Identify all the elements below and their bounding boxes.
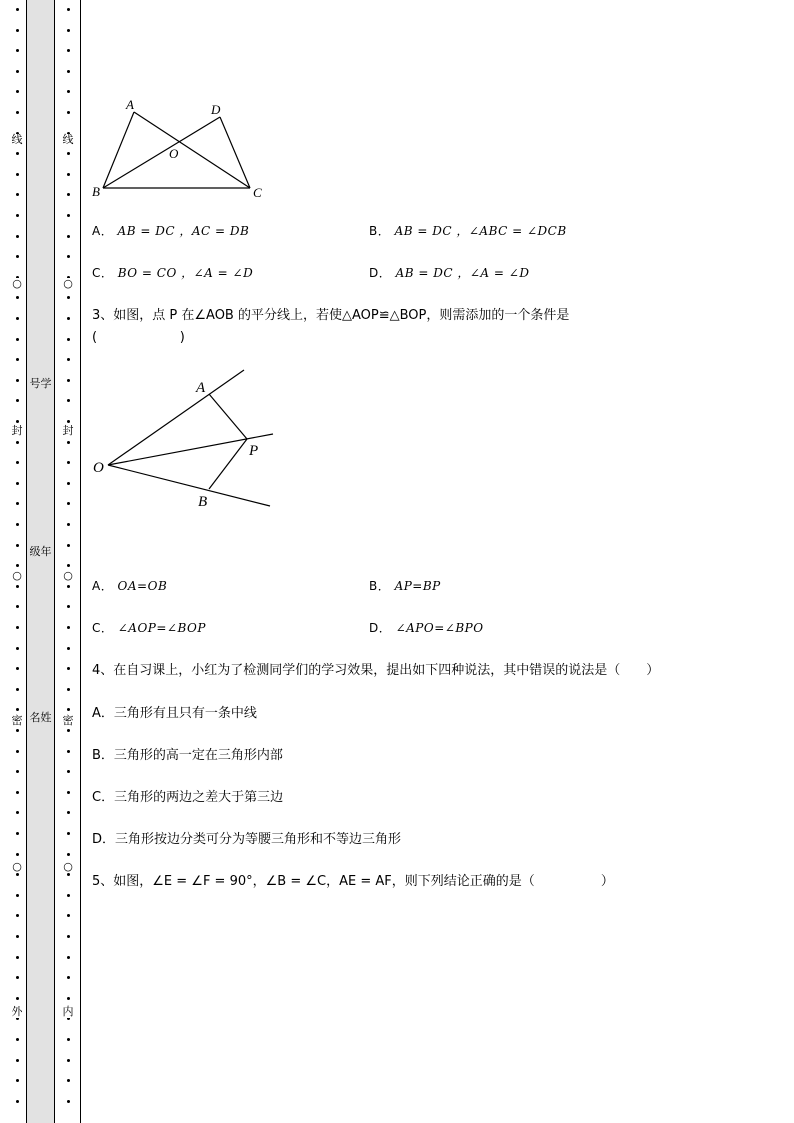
binding-dot — [67, 214, 70, 217]
binding-dot — [16, 255, 19, 258]
binding-dot — [67, 770, 70, 773]
binding-dot — [67, 317, 70, 320]
inner-label-circle-2: ○ — [56, 570, 80, 582]
binding-dot — [67, 605, 70, 608]
q2-option-a: A． AB = DC ，AC = DB — [92, 224, 250, 238]
binding-dot — [67, 626, 70, 629]
binding-dot — [67, 667, 70, 670]
inner-dot-line — [56, 0, 80, 1123]
inner-label-secret: 密 — [56, 715, 80, 727]
label-D: D — [211, 102, 221, 117]
binding-dot — [67, 29, 70, 32]
inner-label-circle-3: ○ — [56, 861, 80, 873]
binding-dot — [16, 956, 19, 959]
binding-dot — [67, 255, 70, 258]
ray-OA — [108, 370, 244, 465]
binding-dot — [16, 997, 19, 1000]
binding-dot — [16, 152, 19, 155]
binding-dot — [67, 935, 70, 938]
binding-dot — [67, 956, 70, 959]
binding-dot — [67, 688, 70, 691]
binding-dot — [67, 173, 70, 176]
binding-dot — [16, 29, 19, 32]
outer-dot-line — [8, 0, 26, 1123]
binding-dot — [16, 399, 19, 402]
segment-DB — [103, 117, 220, 188]
binding-dot — [67, 811, 70, 814]
binding-dot — [16, 1100, 19, 1103]
binding-dot — [67, 461, 70, 464]
segment-AB — [103, 112, 134, 188]
outer-label-outside: 外 — [8, 1006, 26, 1018]
binding-dot — [16, 70, 19, 73]
binding-dot — [16, 1038, 19, 1041]
binding-dot — [16, 564, 19, 567]
binding-dot — [16, 729, 19, 732]
binding-dot — [67, 502, 70, 505]
binding-dot — [67, 296, 70, 299]
binding-dot — [16, 605, 19, 608]
outer-label-circle-1: ○ — [8, 278, 26, 290]
binding-dot — [67, 1059, 70, 1062]
binding-dot — [16, 688, 19, 691]
binding-dot — [67, 8, 70, 11]
label-B: B — [92, 184, 100, 199]
label-C: C — [253, 185, 262, 200]
binding-dot — [67, 441, 70, 444]
binding-dot — [67, 1038, 70, 1041]
inner-label-seal: 封 — [56, 425, 80, 437]
binding-dot — [16, 853, 19, 856]
binding-dot — [67, 152, 70, 155]
binding-dot — [67, 750, 70, 753]
q2-option-c: C． BO = CO ，∠A = ∠D — [92, 266, 254, 280]
binding-dot — [67, 585, 70, 588]
segment-BP — [209, 439, 247, 489]
binding-dot — [16, 482, 19, 485]
outer-label-line: 线 — [8, 134, 26, 146]
binding-dot — [16, 873, 19, 876]
outer-label-circle-2: ○ — [8, 570, 26, 582]
binding-dot — [16, 111, 19, 114]
field-name: 名姓 — [29, 711, 52, 724]
inner-label-inside: 内 — [56, 1006, 80, 1018]
inner-label-circle-1: ○ — [56, 278, 80, 290]
binding-dot — [16, 49, 19, 52]
binding-dot — [67, 894, 70, 897]
q4-option-d: D．三角形按边分类可分为等腰三角形和不等边三角形 — [92, 832, 402, 847]
binding-dot — [16, 750, 19, 753]
outer-binding-column — [8, 0, 26, 1123]
segment-AC — [134, 112, 250, 188]
inner-label-line: 线 — [56, 134, 80, 146]
binding-dot — [67, 729, 70, 732]
outer-label-seal: 封 — [8, 425, 26, 437]
binding-dot — [16, 173, 19, 176]
binding-dot — [67, 832, 70, 835]
outer-label-secret: 密 — [8, 715, 26, 727]
binding-dot — [16, 914, 19, 917]
q3-option-c: C． ∠AOP=∠BOP — [92, 621, 206, 635]
binding-dot — [67, 90, 70, 93]
binding-dot — [16, 935, 19, 938]
binding-dot — [67, 647, 70, 650]
binding-dot — [16, 214, 19, 217]
binding-dot — [67, 873, 70, 876]
binding-dot — [67, 111, 70, 114]
q3-option-b: B． AP=BP — [369, 579, 441, 593]
binding-dot — [67, 193, 70, 196]
binding-dot — [67, 49, 70, 52]
binding-dot — [16, 708, 19, 711]
label-B: B — [198, 494, 208, 510]
binding-dot — [16, 502, 19, 505]
binding-dot — [16, 811, 19, 814]
binding-dot — [16, 1059, 19, 1062]
binding-dot — [16, 8, 19, 11]
binding-dot — [16, 379, 19, 382]
binding-dot — [67, 338, 70, 341]
label-A: A — [126, 97, 134, 112]
binding-dot — [16, 832, 19, 835]
binding-dot — [16, 338, 19, 341]
inner-binding-column — [56, 0, 81, 1123]
binding-dot — [67, 70, 70, 73]
binding-dot — [67, 399, 70, 402]
binding-dot — [16, 523, 19, 526]
segment-AP — [209, 394, 247, 439]
field-student-number: 号学 — [29, 377, 52, 390]
q4-option-c: C．三角形的两边之差大于第三边 — [92, 790, 284, 805]
binding-dot — [67, 523, 70, 526]
binding-dot — [67, 379, 70, 382]
binding-dot — [67, 853, 70, 856]
q4-stem: 4、在自习课上，小红为了检测同学们的学习效果，提出如下四种说法，其中错误的说法是（ ） — [92, 663, 660, 678]
binding-dot — [16, 235, 19, 238]
binding-dot — [16, 358, 19, 361]
binding-dot — [67, 544, 70, 547]
binding-dot — [16, 317, 19, 320]
segment-DC — [220, 117, 250, 188]
binding-dot — [67, 976, 70, 979]
binding-dot — [67, 708, 70, 711]
student-info-bar — [26, 0, 55, 1123]
binding-dot — [67, 1100, 70, 1103]
binding-dot — [67, 564, 70, 567]
binding-dot — [67, 482, 70, 485]
label-O: O — [93, 460, 104, 476]
q4-option-b: B．三角形的高一定在三角形内部 — [92, 748, 283, 763]
field-grade: 级年 — [29, 545, 52, 558]
binding-dot — [16, 894, 19, 897]
binding-dot — [16, 296, 19, 299]
binding-dot — [16, 420, 19, 423]
q3-option-d: D． ∠APO=∠BPO — [369, 621, 484, 635]
label-P: P — [249, 443, 259, 459]
binding-dot — [16, 544, 19, 547]
outer-label-circle-3: ○ — [8, 861, 26, 873]
q5-stem: 5、如图，∠E = ∠F = 90°，∠B = ∠C，AE = AF，则下列结论正确的是（ ） — [92, 874, 614, 889]
q3-stem: 3、如图，点 P 在∠AOB 的平分线上，若使△AOP≌△BOP，则需添加的一个条件是 — [92, 308, 570, 323]
binding-dot — [67, 997, 70, 1000]
binding-dot — [16, 90, 19, 93]
ray-OB — [108, 465, 270, 506]
q2-option-d: D． AB = DC ，∠A = ∠D — [369, 266, 530, 280]
binding-dot — [16, 193, 19, 196]
binding-dot — [67, 1079, 70, 1082]
q2-option-b: B． AB = DC ，∠ABC = ∠DCB — [369, 224, 567, 238]
binding-dot — [67, 235, 70, 238]
binding-dot — [16, 791, 19, 794]
q3-option-a: A． OA=OB — [92, 579, 168, 593]
binding-dot — [67, 358, 70, 361]
binding-dot — [16, 770, 19, 773]
binding-dot — [16, 976, 19, 979]
binding-dot — [16, 461, 19, 464]
figure-angle-bisector — [88, 365, 288, 515]
figure-crossed-triangles — [88, 92, 278, 204]
binding-dot — [16, 1079, 19, 1082]
binding-dot — [16, 585, 19, 588]
binding-dot — [16, 626, 19, 629]
label-A: A — [196, 380, 206, 396]
binding-dot — [67, 420, 70, 423]
binding-dot — [16, 441, 19, 444]
binding-dot — [16, 667, 19, 670]
q3-answer-blank: ( ) — [92, 330, 185, 345]
binding-dot — [67, 791, 70, 794]
q4-option-a: A．三角形有且只有一条中线 — [92, 706, 257, 721]
binding-dot — [67, 914, 70, 917]
label-O: O — [169, 146, 179, 161]
binding-dot — [16, 647, 19, 650]
